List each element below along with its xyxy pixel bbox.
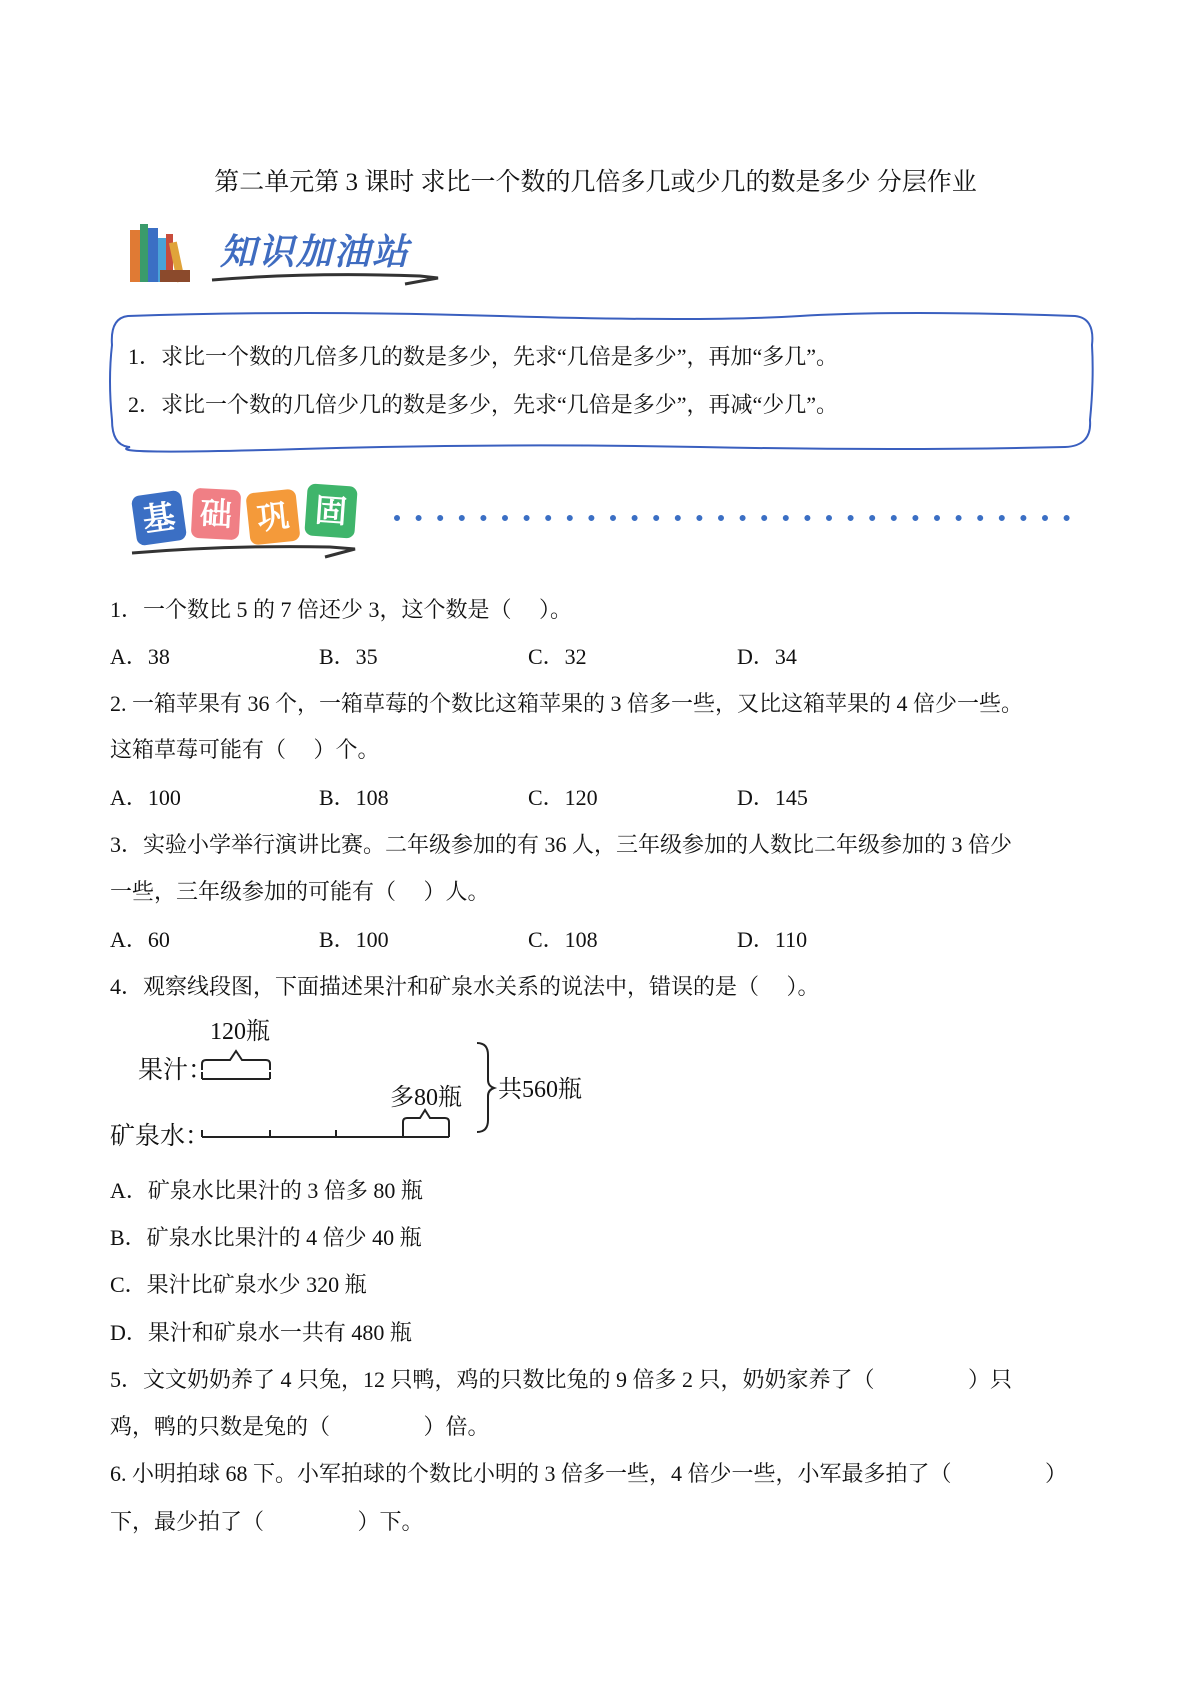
juice-value-label: 120瓶 <box>210 1019 270 1045</box>
q4-option-c[interactable]: C．果汁比矿泉水少 320 瓶 <box>110 1272 367 1297</box>
q3-option-d[interactable]: D．110 <box>737 927 808 952</box>
q1-option-a[interactable]: A．38 <box>110 644 170 669</box>
question-5: 5．文文奶奶养了 4 只兔，12 只鸭，鸡的只数比兔的 9 倍多 2 只，奶奶家养了（ ）只 <box>110 1367 1013 1392</box>
question-5-cont: 鸡，鸭的只数是兔的（ ）倍。 <box>110 1414 490 1439</box>
q4-option-b[interactable]: B．矿泉水比果汁的 4 倍少 40 瓶 <box>110 1225 422 1250</box>
page-title: 第二单元第 3 课时 求比一个数的几倍多几或少几的数是多少 分层作业 <box>214 169 977 196</box>
question-2-cont: 这箱草莓可能有（ ）个。 <box>110 737 380 762</box>
q3-option-a[interactable]: A．60 <box>110 927 170 952</box>
q2-option-b[interactable]: B．108 <box>319 785 389 810</box>
total-value-label: 共560瓶 <box>498 1077 582 1103</box>
section-heading: 知识加油站 <box>220 232 411 273</box>
tip-1: 1．求比一个数的几倍多几的数是多少，先求“几倍是多少”，再加“多几”。 <box>128 344 839 369</box>
q1-option-b[interactable]: B．35 <box>319 644 378 669</box>
question-2: 2. 一箱苹果有 36 个，一箱草莓的个数比这箱苹果的 3 倍多一些，又比这箱苹果的 4 倍少一些。 <box>110 691 1024 716</box>
q1-option-d[interactable]: D．34 <box>737 644 797 669</box>
q2-option-a[interactable]: A．100 <box>110 785 181 810</box>
water-label: 矿泉水： <box>110 1123 211 1150</box>
juice-label: 果汁： <box>138 1057 214 1084</box>
tips-box-border <box>0 0 1191 460</box>
question-4: 4．观察线段图，下面描述果汁和矿泉水关系的说法中，错误的是（ ）。 <box>110 974 820 999</box>
heading-tile-3: 巩 <box>245 489 300 546</box>
q3-option-c[interactable]: C．108 <box>528 927 598 952</box>
q4-option-d[interactable]: D．果汁和矿泉水一共有 480 瓶 <box>110 1320 412 1345</box>
heading-tile-1: 基 <box>131 490 187 546</box>
tip-2: 2．求比一个数的几倍少几的数是多少，先求“几倍是多少”，再减“少几”。 <box>128 392 839 417</box>
question-3-cont: 一些，三年级参加的可能有（ ）人。 <box>110 879 490 904</box>
q3-option-b[interactable]: B．100 <box>319 927 389 952</box>
q2-option-c[interactable]: C．120 <box>528 785 598 810</box>
question-6: 6. 小明拍球 68 下。小军拍球的个数比小明的 3 倍多一些，4 倍少一些，小军最多拍了（ ） <box>110 1461 1068 1486</box>
q4-option-a[interactable]: A．矿泉水比果汁的 3 倍多 80 瓶 <box>110 1178 423 1203</box>
question-3: 3．实验小学举行演讲比赛。二年级参加的有 36 人，三年级参加的人数比二年级参加的 3 倍少 <box>110 832 1013 857</box>
question-1: 1．一个数比 5 的 7 倍还少 3，这个数是（ ）。 <box>110 597 573 622</box>
basic-consolidation-header <box>130 485 1080 560</box>
q2-option-d[interactable]: D．145 <box>737 785 808 810</box>
heading-tile-2: 础 <box>191 488 242 540</box>
heading-tile-4: 固 <box>304 483 358 538</box>
q1-option-c[interactable]: C．32 <box>528 644 587 669</box>
underline-stroke <box>130 485 1080 560</box>
question-6-cont: 下，最少拍了（ ）下。 <box>110 1509 424 1534</box>
extra-value-label: 多80瓶 <box>390 1085 462 1111</box>
